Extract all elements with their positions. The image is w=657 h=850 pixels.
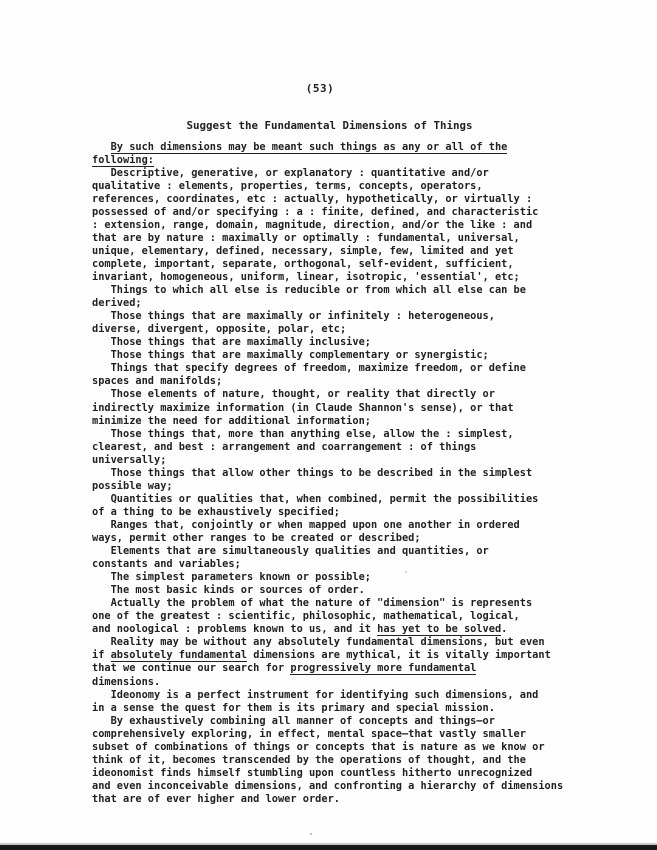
text-line: Those things that are maximally inclusive; <box>92 336 371 349</box>
text-line: dimensions. <box>92 675 161 688</box>
text-line: Descriptive, generative, or explanatory : quantitative and/or <box>92 166 489 179</box>
document-body-text <box>92 141 563 806</box>
text-line: of a thing to be exhaustively specified; <box>92 505 340 518</box>
text-line: minimize the need for additional information; <box>92 414 371 427</box>
text-line: Elements that are simultaneously qualities and quantities, or <box>92 545 489 558</box>
text-line: By such dimensions may be meant such things as any or all of the <box>110 140 508 153</box>
text-line: Those things that are maximally complementary or synergistic; <box>92 349 489 362</box>
text-line: Those things that allow other things to be described in the simplest <box>92 466 533 479</box>
text-line: Those elements of nature, thought, or reality that directly or <box>92 388 495 401</box>
text-line: qualitative : elements, properties, terms, concepts, operators, <box>92 179 483 192</box>
text-line: that are of ever higher and lower order. <box>92 792 340 805</box>
page-number: (53) <box>305 82 335 95</box>
text-line: Ideonomy is a perfect instrument for identifying such dimensions, and <box>92 688 539 701</box>
text-line: : extension, range, domain, magnitude, direction, and/or the like : and <box>92 218 533 231</box>
text-line: universally; <box>92 453 167 466</box>
text-line: references, coordinates, etc : actually, hypothetically, or virtually : <box>92 192 533 205</box>
text-line: that are by nature : maximally or optimally : fundamental, universal, <box>92 231 520 244</box>
text-line: constants and variables; <box>92 558 241 571</box>
text-line: and noological : problems known to us, and it has yet to be solved. <box>92 623 508 636</box>
page-title: Suggest the Fundamental Dimensions of Things <box>186 119 473 132</box>
text-line: clearest, and best : arrangement and coarrangement : of things <box>92 440 477 453</box>
text-line: comprehensively exploring, in effect, mental space—that vastly smaller <box>92 727 526 740</box>
scan-speck <box>310 833 312 835</box>
text-line: The most basic kinds or sources of order. <box>92 584 365 597</box>
text-line: subset of combinations of things or concepts that is nature as we know or <box>92 740 545 753</box>
text-line: if absolutely fundamental dimensions are mythical, it is vitally important <box>92 649 551 662</box>
text-line: Those things that, more than anything else, allow the : simplest, <box>92 427 514 440</box>
text-line: ideonomist finds himself stumbling upon countless hitherto unrecognized <box>92 766 533 779</box>
text-line: that we continue our search for progressively more fundamental <box>92 662 477 675</box>
text-line: The simplest parameters known or possible; <box>92 571 371 584</box>
text-line: and even inconceivable dimensions, and confronting a hierarchy of dimensions <box>92 779 564 792</box>
text-line: possessed of and/or specifying : a : finite, defined, and characteristic <box>92 205 539 218</box>
text-line: indirectly maximize information (in Claude Shannon's sense), or that <box>92 401 514 414</box>
text-line: in a sense the quest for them is its primary and special mission. <box>92 701 495 714</box>
text-line: spaces and manifolds; <box>92 375 223 388</box>
scan-speck <box>405 571 407 573</box>
scan-edge-bar <box>0 845 657 850</box>
text-line: ways, permit other ranges to be created or described; <box>92 532 421 544</box>
text-line: Reality may be without any absolutely fundamental dimensions, but even <box>92 636 545 649</box>
text-line: Ranges that, conjointly or when mapped upon one another in ordered <box>92 518 520 531</box>
text-line: Quantities or qualities that, when combined, permit the possibilities <box>92 492 539 505</box>
text-line: Things that specify degrees of freedom, maximize freedom, or define <box>92 362 526 375</box>
text-line: Those things that are maximally or infinitely : heterogeneous, <box>92 310 495 323</box>
text-line: invariant, homogeneous, uniform, linear, isotropic, 'essential', etc; <box>92 271 520 284</box>
text-line: unique, elementary, defined, necessary, simple, few, limited and yet <box>92 244 514 257</box>
text-line: one of the greatest : scientific, philosophic, mathematical, logical, <box>92 610 520 623</box>
text-line: diverse, divergent, opposite, polar, etc; <box>92 323 347 336</box>
text-line: Actually the problem of what the nature of "dimension" is represents <box>92 597 533 610</box>
text-line: By exhaustively combining all manner of concepts and things—or <box>92 714 495 727</box>
text-line: derived; <box>92 297 142 310</box>
text-line: possible way; <box>92 479 173 492</box>
text-line: complete, important, separate, orthogonal, self-evident, sufficient, <box>92 258 514 271</box>
text-line: Things to which all else is reducible or from which all else can be <box>92 284 526 297</box>
text-line: following: <box>92 153 154 166</box>
text-line: think of it, becomes transcended by the operations of thought, and the <box>92 753 526 766</box>
